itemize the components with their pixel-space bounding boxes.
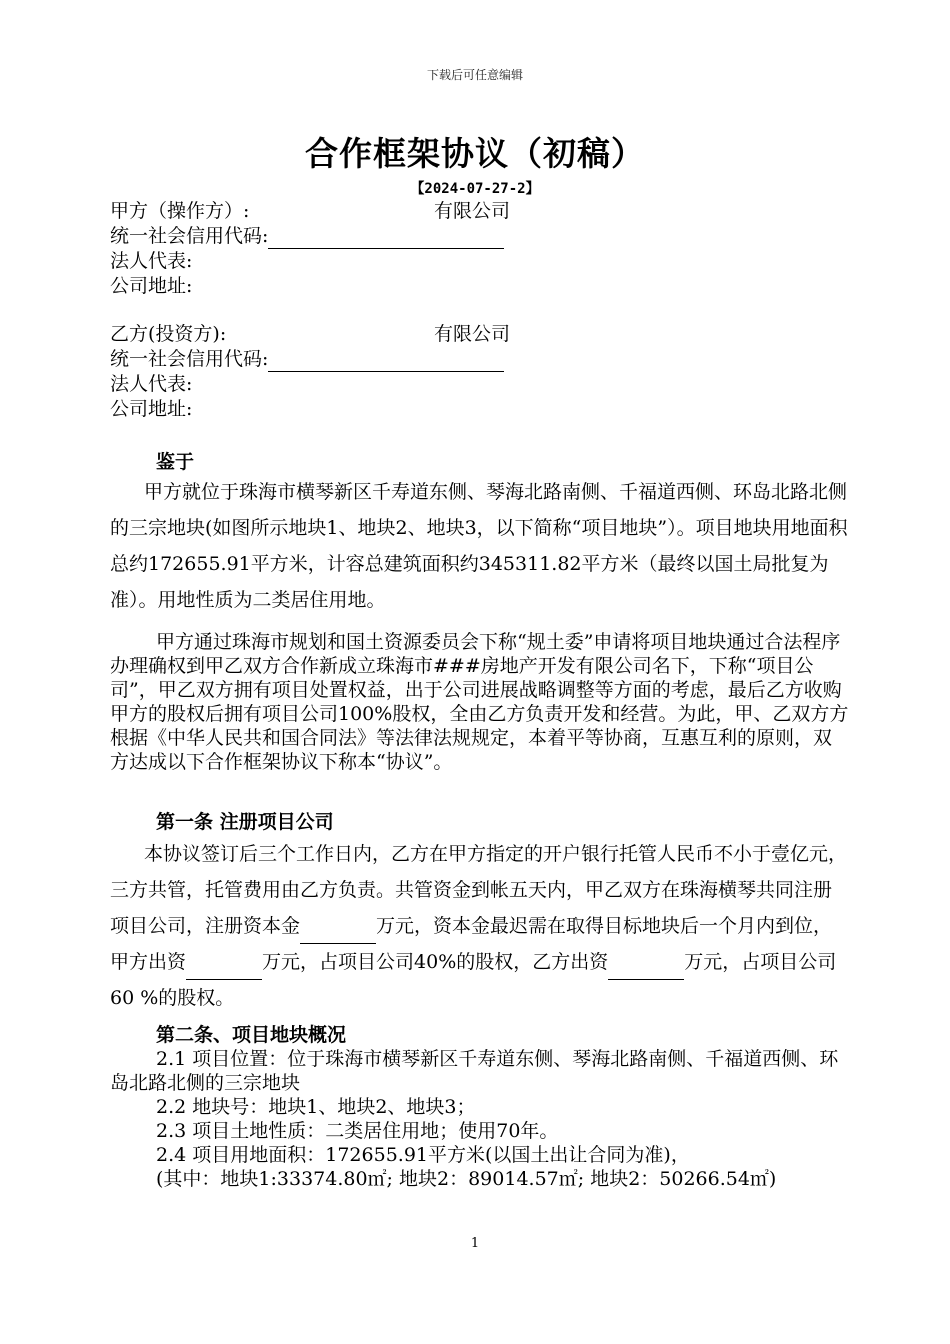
article-1-text-a: 本协议签订后三个工作日内，乙方在甲方指定的开户银行托管人民币不小于壹亿元，三方共管，托管费用由乙方负责。共管资金到帐五天内，甲乙双方在珠海横琴共同注册项目公司，注册资本金: [110, 843, 848, 937]
article-1-text-b: 万元，资本金最迟需在取得目标地块后一个月内到位，甲方出资: [110, 915, 833, 973]
article-1-text-d: 万元，占项目公司 60 %的股权。: [110, 951, 837, 1009]
article-1-heading: 第一条 注册项目公司: [156, 811, 334, 833]
party-a-legal-rep: 法人代表:: [110, 250, 193, 272]
party-b-contribution-blank: [608, 959, 684, 980]
party-a-address: 公司地址:: [110, 275, 193, 297]
party-b-legal-rep: 法人代表:: [110, 373, 193, 395]
page-number: 1: [470, 1236, 480, 1251]
party-a-company: 有限公司: [434, 200, 511, 222]
document-title: 合作框架协议（初稿）: [305, 134, 645, 173]
article-1-section: [110, 807, 850, 1016]
party-b-role: 乙方(投资方):: [110, 323, 227, 345]
whereas-section: [110, 447, 850, 774]
party-a-block: [110, 199, 850, 299]
article-2-section: [110, 1020, 850, 1191]
party-a-contribution-blank: [186, 959, 262, 980]
party-a-credit-code-blank: [268, 228, 504, 249]
whereas-paragraph-1: 甲方就位于珠海市横琴新区千寿道东侧、琴海北路南侧、千福道西侧、环岛北路北侧的三宗地块(如图所示地块1、地块2、地块3，以下简称“项目地块”）。项目地块用地面积总约172655.91平方米，计容总建筑面积约345311.82平方米（最终以国土局批复为准）。用地性质为二类居住用地。: [110, 481, 848, 611]
party-a-role: 甲方（操作方）:: [110, 200, 250, 222]
version-tag: 【2024-07-27-2】: [410, 181, 540, 197]
party-a-credit-code-label: 统一社会信用代码:: [110, 225, 269, 247]
party-b-block: [110, 322, 850, 422]
article-2-item: 2.4 项目用地面积：172655.91平方米(以国土出让合同为准)，: [156, 1144, 690, 1166]
whereas-paragraph-2: 甲方通过珠海市规划和国土资源委员会下称“规土委”申请将项目地块通过合法程序办理确权到甲乙双方合作新成立珠海市###房地产开发有限公司名下，下称“项目公司”，甲乙双方拥有项目处置权益，出于公司进展战略调整等方面的考虑，最后乙方收购甲方的股权后拥有项目公司100%股权，全由乙方负责开发和经营。为此，甲、乙双方方根据《中华人民共和国合同法》等法律法规规定，本着平等协商，互惠互利的原则，双方达成以下合作框架协议下称本“协议”。: [110, 631, 849, 773]
article-2-item: 2.1 项目位置：位于珠海市横琴新区千寿道东侧、琴海北路南侧、千福道西侧、环岛北路北侧的三宗地块: [110, 1048, 839, 1094]
article-2-item: (其中：地块1:33374.80㎡; 地块2：89014.57㎡; 地块2：50266.54㎡): [156, 1168, 777, 1190]
party-b-address: 公司地址:: [110, 398, 193, 420]
header-note: 下载后可任意编辑: [426, 68, 523, 82]
registered-capital-blank: [300, 923, 376, 944]
article-1-text-c: 万元，占项目公司40%的股权，乙方出资: [262, 951, 609, 973]
party-b-company: 有限公司: [434, 323, 511, 345]
article-2-heading: 第二条、项目地块概况: [156, 1024, 347, 1046]
party-b-credit-code-blank: [268, 351, 504, 372]
whereas-heading: 鉴于: [156, 451, 195, 473]
article-2-item: 2.2 地块号：地块1、地块2、地块3；: [156, 1096, 476, 1118]
party-b-credit-code-label: 统一社会信用代码:: [110, 348, 269, 370]
article-2-item: 2.3 项目土地性质：二类居住用地；使用70年。: [156, 1120, 559, 1142]
article-1-paragraph: [110, 836, 850, 1016]
